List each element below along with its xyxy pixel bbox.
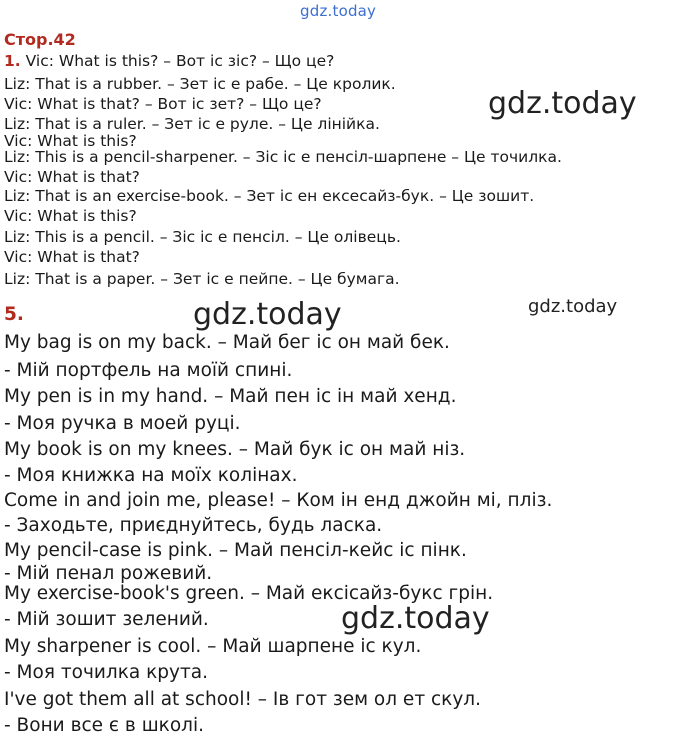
watermark-top: gdz.today — [300, 2, 377, 20]
ex1-line: Liz: This is a pencil. – Зіс іс е пенсіл. – Це олівець. — [4, 228, 401, 246]
ex1-line: Liz: This is a pencil-sharpener. – Зіс іс е пенсіл-шарпене – Це точилка. — [4, 148, 562, 166]
watermark: gdz.today — [528, 296, 618, 317]
watermark: gdz.today — [488, 86, 637, 121]
ex1-line: Vic: What is that? – Вот іс зет? – Що це? — [4, 95, 322, 113]
ex1-line: Vic: What is this? — [4, 207, 137, 225]
ex5-line: - Вони все є в школі. — [4, 715, 204, 736]
ex1-line-text: Vic: What is this? – Вот іс зіс? – Що це? — [25, 52, 335, 70]
ex5-line: Come in and join me, please! – Ком ін енд джойн мі, пліз. — [4, 490, 553, 511]
ex1-line: Vic: What is that? — [4, 248, 140, 266]
ex5-line: - Мій пенал рожевий. — [4, 563, 213, 584]
ex5-line: My pen is in my hand. – Май пен іс ін май хенд. — [4, 386, 457, 407]
ex1-line: Liz: That is a ruler. – Зет іс е руле. – Це лінійка. — [4, 115, 380, 133]
ex5-line: I've got them all at school! – Ів гот зем ол ет скул. — [4, 689, 481, 710]
ex5-line: - Заходьте, приєднуйтесь, будь ласка. — [4, 515, 383, 536]
watermark: gdz.today — [193, 297, 342, 332]
ex1-line: Liz: That is an exercise-book. – Зет іс ен ексесайз-бук. – Це зошит. — [4, 187, 535, 205]
ex5-line: - Моя книжка на моїх колінах. — [4, 465, 298, 486]
page-title: Стор.42 — [4, 30, 76, 49]
ex5-line: - Моя точилка крута. — [4, 662, 208, 683]
ex1-line: Liz: That is a rubber. – Зет іс е рабе. – Це кролик. — [4, 75, 396, 93]
watermark: gdz.today — [341, 601, 490, 636]
ex1-line: Liz: That is a paper. – Зет іс е пейпе. – Це бумага. — [4, 270, 400, 288]
ex5-line: - Мій портфель на моїй спині. — [4, 360, 293, 381]
ex5-number-text: 5. — [4, 304, 24, 325]
ex5-line: My book is on my knees. – Май бук іс он май ніз. — [4, 439, 466, 460]
ex1-line — [4, 52, 334, 70]
ex1-number: 1. — [4, 52, 21, 70]
ex5-line: My bag is on my back. – Май бег іс он май бек. — [4, 332, 450, 353]
ex5-number — [4, 304, 24, 325]
ex5-line: - Мій зошит зелений. — [4, 609, 209, 630]
ex5-line: My pencil-case is pink. – Май пенсіл-кейс іс пінк. — [4, 540, 467, 561]
ex5-line: - Моя ручка в моей руці. — [4, 413, 241, 434]
ex1-line: Vic: What is that? — [4, 168, 140, 186]
ex5-line: My exercise-book's green. – Май ексісайз-букс грін. — [4, 583, 494, 604]
ex5-line: My sharpener is cool. – Май шарпене іс кул. — [4, 636, 422, 657]
ex1-line: Vic: What is this? — [4, 132, 137, 150]
